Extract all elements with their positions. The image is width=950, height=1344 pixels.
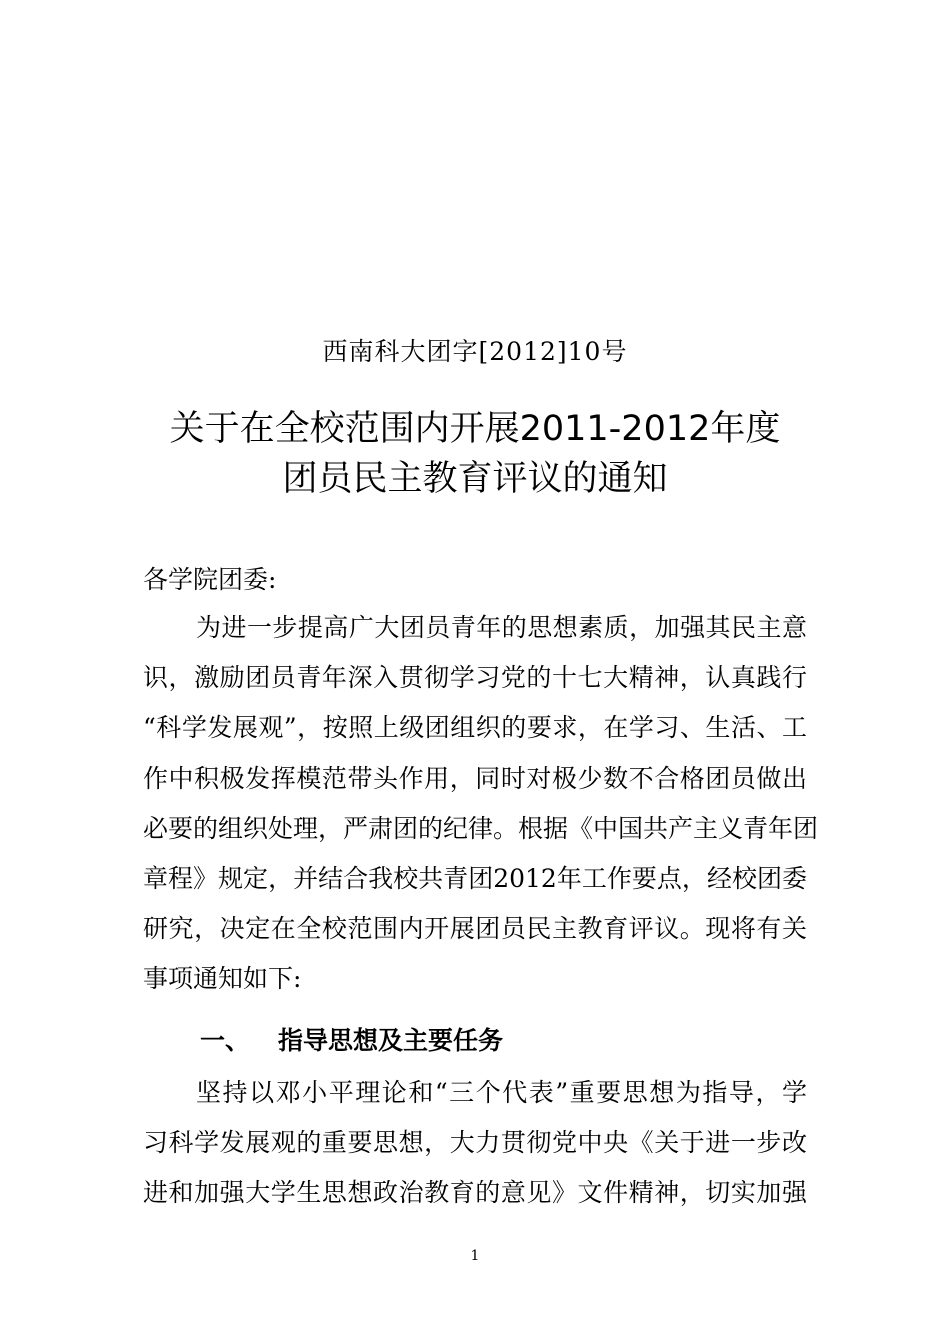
paragraph-line: 习科学发展观的重要思想，大力贯彻党中央《关于进一步改: [143, 1128, 807, 1158]
paragraph-line: 研究，决定在全校范围内开展团员民主教育评议。现将有关: [143, 914, 807, 944]
paragraph-line: 坚持以邓小平理论和“三个代表”重要思想为指导，学: [196, 1078, 807, 1107]
paragraph-line: 必要的组织处理，严肃团的纪律。根据《中国共产主义青年团: [143, 813, 819, 843]
section-number: 一、: [200, 1026, 251, 1055]
paragraph-line: 事项通知如下:: [143, 964, 302, 994]
paragraph-line: 识，激励团员青年深入贯彻学习党的十七大精神，认真践行: [143, 663, 807, 693]
title-line: 关于在全校范围内开展2011-2012年度: [169, 409, 781, 449]
title-line: 团员民主教育评议的通知: [282, 459, 668, 499]
paragraph-line: 作中积极发挥模范带头作用，同时对极少数不合格团员做出: [143, 763, 807, 793]
paragraph-line: 章程》规定，并结合我校共青团2012年工作要点，经校团委: [143, 864, 807, 894]
document-title: [120, 404, 830, 504]
paragraph-line: 为进一步提高广大团员青年的思想素质，加强其民主意: [196, 613, 807, 642]
paragraph-line: “科学发展观”，按照上级团组织的要求，在学习、生活、工: [143, 713, 807, 743]
paragraph-intro: [143, 603, 819, 1005]
document-number: 西南科大团字[2012]10号: [322, 337, 628, 366]
paragraph-line: 进和加强大学生思想政治教育的意见》文件精神，切实加强: [143, 1178, 807, 1208]
paragraph-guiding-thought: [143, 1068, 807, 1219]
section-title: 指导思想及主要任务: [278, 1026, 504, 1055]
section-heading: [200, 1019, 503, 1063]
salutation: 各学院团委:: [143, 565, 277, 594]
page-number: 1: [470, 1248, 480, 1264]
